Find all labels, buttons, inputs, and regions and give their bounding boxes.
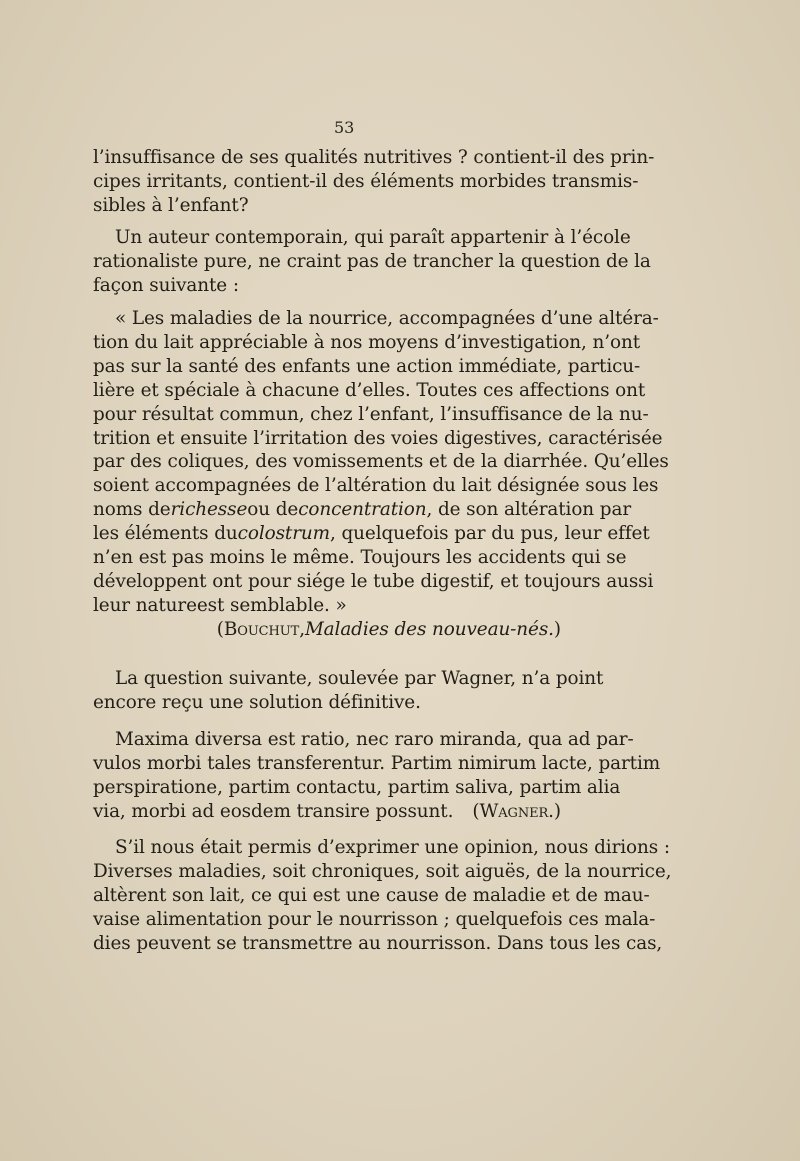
page-number: 53 [334,118,355,137]
emphasis-text: colostrum [237,523,330,545]
text-line: tion du lait appréciable à nos moyens d’investigation, n’ont [93,331,641,353]
text-line: n’en est pas moins le même. Toujours les accidents qui se [93,547,627,569]
text-line: noms derichesseou deconcentration, de son altération par [93,499,632,521]
paragraph-4 [93,667,604,715]
citation-author: Bouchut [223,618,300,640]
text-line: « Les maladies de la nourrice, accompagnées d’une altéra- [115,308,659,329]
text-line: développent ont pour siége le tube digestif, et toujours aussi [93,570,654,592]
text-line: Maxima diversa est ratio, nec raro miranda, qua ad par- [115,729,634,750]
latin-paragraph [93,728,661,824]
text-line: sibles à l’enfant? [93,194,249,216]
text-line: leur natureest semblable. » [93,594,347,616]
citation-author: Wagner. [479,800,554,822]
citation: (Bouchut,Maladies des nouveau-nés.) [216,618,561,640]
text-line: les éléments ducolostrum, quelquefois par du pus, leur effet [93,523,650,545]
text-line: vaise alimentation pour le nourrisson ; quelquefois ces mala- [93,908,656,930]
text-line: l’insuffisance de ses qualités nutritives ? contient-il des prin- [93,147,655,168]
text-line: S’il nous était permis d’exprimer une opinion, nous dirions : [115,837,670,858]
text-line: altèrent son lait, ce qui est une cause de maladie et de mau- [93,884,650,906]
text-line: encore reçu une solution définitive. [93,691,421,713]
paragraph-2 [93,226,651,298]
text-line: dies peuvent se transmettre au nourrisson. Dans tous les cas, [93,932,663,954]
quotation-paragraph [93,307,669,642]
paragraph-1 [93,146,655,218]
text-line: soient accompagnées de l’altération du lait désignée sous les [93,475,659,497]
text-line: Un auteur contemporain, qui paraît appartenir à l’école [115,227,631,248]
text-line: cipes irritants, contient-il des éléments morbides transmis- [93,170,639,192]
text-line: pas sur la santé des enfants une action immédiate, particu- [93,355,641,377]
text-line: par des coliques, des vomissements et de la diarrhée. Qu’elles [93,451,669,473]
text-line: façon suivante : [93,274,239,296]
paragraph-6 [93,836,672,956]
text-line: rationaliste pure, ne craint pas de trancher la question de la [93,250,651,272]
text-line: vulos morbi tales transferentur. Partim nimirum lacte, partim [93,752,661,774]
text-line: Diverses maladies, soit chroniques, soit aiguës, de la nourrice, [93,860,672,882]
text-line: lière et spéciale à chacune d’elles. Toutes ces affections ont [93,379,646,401]
text-line: perspiratione, partim contactu, partim saliva, partim alia [93,776,621,798]
citation: (Wagner.) [472,800,561,822]
emphasis-text: concentration [298,499,427,521]
text-line: pour résultat commun, chez l’enfant, l’insuffisance de la nu- [93,403,649,425]
emphasis-text: richesse [170,499,248,521]
text-line: trition et ensuite l’irritation des voies digestives, caractérisée [93,427,663,449]
text-line: La question suivante, soulevée par Wagner, n’a point [115,668,604,689]
text-line: via, morbi ad eosdem transire possunt. (Wagner.) [93,800,561,822]
citation-work: Maladies des nouveau-nés. [304,618,554,640]
